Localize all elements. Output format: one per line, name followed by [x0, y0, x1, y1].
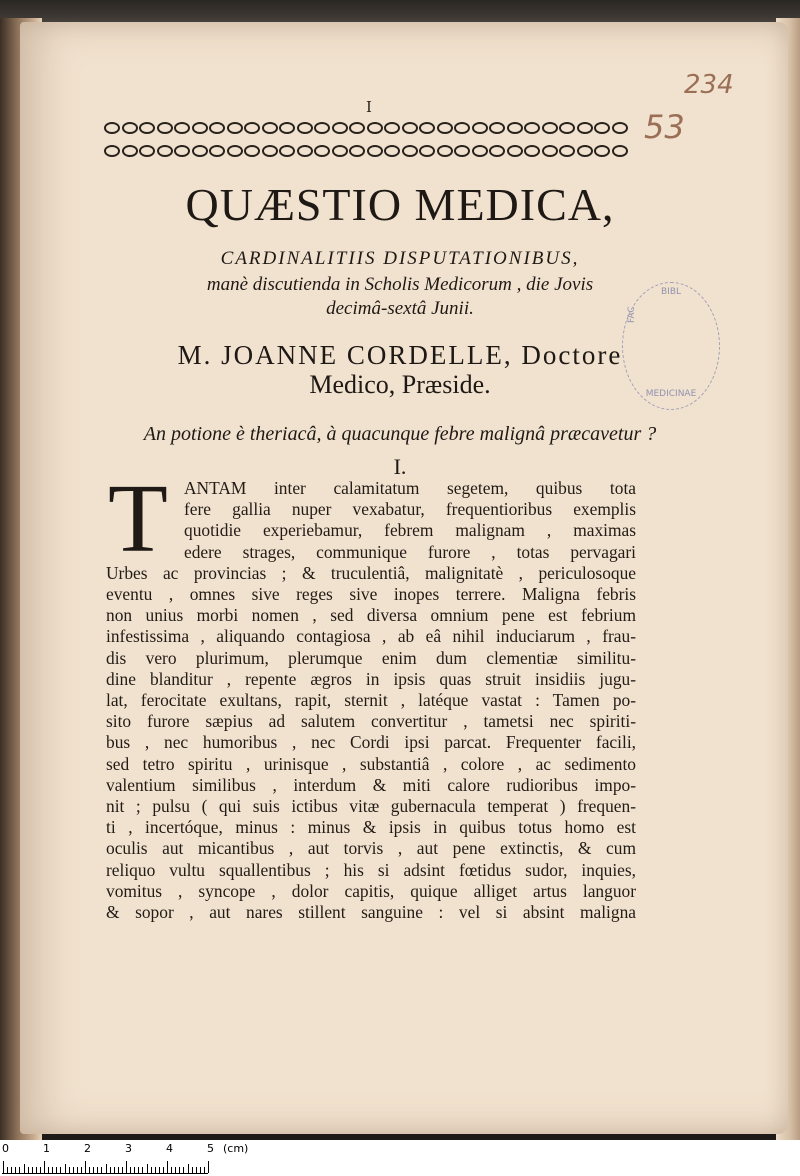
ornament-link: [402, 122, 418, 134]
ornament-row-bottom: [104, 143, 628, 159]
text-line: dis vero plurimum, plerumque enim dum clementiæ similitu-: [106, 647, 636, 668]
ornament-link: [489, 122, 505, 134]
ornament-link: [542, 145, 558, 157]
page-number: I: [366, 98, 372, 116]
ornament-link: [297, 122, 313, 134]
ruler-tick: [36, 1167, 37, 1173]
text-line: quotidie experiebamur, febrem malignam , maximas: [184, 520, 636, 541]
ruler-tick: [122, 1167, 123, 1173]
ornament-link: [244, 122, 260, 134]
ornament-link: [174, 145, 190, 157]
ruler-tick: [97, 1167, 98, 1173]
ruler-tick: [73, 1167, 74, 1173]
text-line: non unius morbi nomen , sed diversa omnium pene est febrium: [106, 605, 636, 626]
ruler-tick: [40, 1167, 41, 1173]
ornament-link: [577, 122, 593, 134]
ornament-link: [454, 145, 470, 157]
ornament-link: [454, 122, 470, 134]
ruler-label: 5: [207, 1142, 214, 1155]
ruler-tick: [208, 1161, 209, 1173]
text-line: ti , incertóque, minus : minus & ipsis in quibus totus homo est: [106, 817, 636, 838]
ruler-tick: [142, 1167, 143, 1173]
ornament-link: [297, 145, 313, 157]
subtitle-line-1: CARDINALITIIS DISPUTATIONIBUS,: [220, 248, 580, 269]
ruler-tick: [3, 1161, 4, 1173]
ornament-link: [174, 122, 190, 134]
text-line: reliquo vultu squallentibus ; his si adsint fœtidus sudor, inquies,: [106, 859, 636, 880]
handwritten-folio-number: 234: [684, 70, 734, 100]
ruler-tick: [81, 1167, 82, 1173]
ruler-tick: [200, 1167, 201, 1173]
president-line-1: M. JOANNE CORDELLE, Doctore: [177, 340, 623, 370]
ruler-tick: [28, 1167, 29, 1173]
ornament-link: [507, 122, 523, 134]
ornament-link: [262, 145, 278, 157]
ruler-tick: [138, 1167, 139, 1173]
text-line: bus , nec humoribus , nec Cordi ipsi parcat. Frequenter facili,: [106, 732, 636, 753]
ruler-label: 0: [2, 1142, 9, 1155]
handwritten-side-number: 53: [644, 108, 685, 146]
library-stamp: [622, 282, 720, 410]
ornament-link: [524, 145, 540, 157]
text-line: infestissima , aliquando contagiosa , ab eâ nihil induciarum , frau-: [106, 626, 636, 647]
ornament-link: [419, 122, 435, 134]
ruler-tick: [159, 1167, 160, 1173]
ruler-tick: [77, 1167, 78, 1173]
text-line: dine blanditur , repente ægros in ipsis quas struit insidiis jugu-: [106, 668, 636, 689]
ruler-tick: [11, 1167, 12, 1173]
ruler-tick: [60, 1167, 61, 1173]
ruler-tick: [204, 1167, 205, 1173]
ornament-link: [472, 145, 488, 157]
ornament-link: [279, 145, 295, 157]
ornament-link: [594, 122, 610, 134]
stamp-text-side: FAC: [627, 306, 637, 323]
text-line: Urbes ac provincias ; & truculentiâ, malignitatè , periculosoque: [106, 562, 636, 583]
subtitle-line-3: decimâ-sextâ Junii.: [326, 298, 474, 319]
text-line: ANTAM inter calamitatum segetem, quibus tota: [184, 478, 636, 498]
ruler-tick: [52, 1167, 53, 1173]
ruler-baseline: [2, 1173, 208, 1174]
text-line: valentium similibus , interdum & miti calore rudioribus impo-: [106, 774, 636, 795]
ruler-label: 2: [84, 1142, 91, 1155]
text-line: eventu , omnes sive reges sive inopes terrere. Maligna febris: [106, 584, 636, 605]
ornament-link: [192, 122, 208, 134]
ruler-tick: [56, 1167, 57, 1173]
ruler-tick: [65, 1164, 66, 1173]
ornament-link: [384, 122, 400, 134]
text-line: & sopor , aut nares stillent sanguine : vel si absint maligna: [106, 902, 636, 923]
ornament-link: [594, 145, 610, 157]
ruler-tick: [155, 1167, 156, 1173]
ruler-tick: [48, 1167, 49, 1173]
ornament-link: [577, 145, 593, 157]
subtitle-line-2: manè discutienda in Scholis Medicorum , die Jovis: [206, 274, 594, 295]
ruler-tick: [183, 1167, 184, 1173]
body-text: [106, 478, 636, 923]
ruler-tick: [171, 1167, 172, 1173]
ruler-tick: [167, 1161, 168, 1173]
ornament-link: [612, 122, 628, 134]
ornament-link: [122, 122, 138, 134]
ruler-tick: [44, 1161, 45, 1173]
ornament-link: [244, 145, 260, 157]
ornament-link: [139, 122, 155, 134]
ruler-tick: [110, 1167, 111, 1173]
ornament-row-top: [104, 120, 628, 136]
ruler-label: 3: [125, 1142, 132, 1155]
ornament-link: [437, 145, 453, 157]
ornament-link: [314, 122, 330, 134]
ornament-link: [122, 145, 138, 157]
ruler-tick: [192, 1167, 193, 1173]
ornament-link: [524, 122, 540, 134]
ruler-tick: [134, 1167, 135, 1173]
ornament-link: [227, 122, 243, 134]
ornament-link: [542, 122, 558, 134]
ornament-link: [209, 145, 225, 157]
ornament-link: [157, 122, 173, 134]
ornament-link: [419, 145, 435, 157]
text-line: sito furore sæpius ad salutem convertitur , tametsi nec spiriti-: [106, 711, 636, 732]
scale-ruler: [0, 1140, 800, 1176]
ruler-tick: [196, 1167, 197, 1173]
page-title: QUÆSTIO MEDICA,: [185, 179, 615, 230]
ruler-tick: [85, 1161, 86, 1173]
ruler-tick: [126, 1161, 127, 1173]
section-numeral: I.: [393, 454, 407, 479]
ornament-link: [402, 145, 418, 157]
text-line: lat, ferocitate exultans, rapit, sternit , latéque vastat : Tamen po-: [106, 690, 636, 711]
ruler-tick: [15, 1167, 16, 1173]
drop-cap: T: [108, 465, 168, 573]
ornament-link: [314, 145, 330, 157]
text-line: vomitus , syncope , dolor capitis, quique alliget artus languor: [106, 880, 636, 901]
ornament-link: [227, 145, 243, 157]
ruler-label: 1: [43, 1142, 50, 1155]
ornament-link: [139, 145, 155, 157]
ornament-link: [262, 122, 278, 134]
ruler-tick: [188, 1164, 189, 1173]
ruler-tick: [32, 1167, 33, 1173]
ruler-tick: [114, 1167, 115, 1173]
ruler-tick: [106, 1164, 107, 1173]
ruler-tick: [151, 1167, 152, 1173]
ruler-tick: [179, 1167, 180, 1173]
book-top-edge: [0, 0, 800, 24]
ruler-tick: [89, 1167, 90, 1173]
ornament-link: [612, 145, 628, 157]
ruler-tick: [69, 1167, 70, 1173]
ornament-link: [157, 145, 173, 157]
ornament-link: [559, 145, 575, 157]
ornament-link: [104, 145, 120, 157]
ornament-link: [349, 122, 365, 134]
text-line: fere gallia nuper vexabatur, frequentioribus exemplis: [184, 499, 636, 520]
ornament-link: [367, 145, 383, 157]
text-line: sed tetro spiritu , urinisque , substantiâ , colore , ac sedimento: [106, 753, 636, 774]
text-line: nit ; pulsu ( qui suis ictibus vitæ gubernacula temperat ) frequen-: [106, 796, 636, 817]
ruler-tick: [163, 1167, 164, 1173]
ruler-tick: [24, 1164, 25, 1173]
ornament-link: [559, 122, 575, 134]
ornament-link: [472, 122, 488, 134]
stamp-text-bottom: MEDICINAE: [645, 389, 697, 399]
ornament-link: [209, 122, 225, 134]
ruler-tick: [101, 1167, 102, 1173]
ruler-tick: [7, 1167, 8, 1173]
ornament-link: [367, 122, 383, 134]
ruler-label: 4: [166, 1142, 173, 1155]
ornament-link: [349, 145, 365, 157]
ornament-link: [489, 145, 505, 157]
ornament-link: [437, 122, 453, 134]
president-line-2: Medico, Præside.: [309, 370, 491, 399]
ruler-tick: [147, 1164, 148, 1173]
ornament-link: [332, 145, 348, 157]
ruler-tick: [93, 1167, 94, 1173]
ruler-label: (cm): [223, 1142, 249, 1155]
ornament-link: [279, 122, 295, 134]
ornament-link: [104, 122, 120, 134]
ornament-link: [332, 122, 348, 134]
ornament-link: [384, 145, 400, 157]
ornament-link: [192, 145, 208, 157]
ruler-tick: [118, 1167, 119, 1173]
stamp-text-top: BIBL: [660, 287, 682, 297]
ruler-tick: [130, 1167, 131, 1173]
ruler-tick: [175, 1167, 176, 1173]
question-heading: An potione è theriacâ, à quacunque febre malignâ præcavetur ?: [143, 423, 657, 445]
text-line: edere strages, communique furore , totas pervagari: [184, 541, 636, 562]
text-line: oculis aut micantibus , aut torvis , aut pene extinctis, & cum: [106, 838, 636, 859]
ruler-tick: [19, 1167, 20, 1173]
ornament-link: [507, 145, 523, 157]
